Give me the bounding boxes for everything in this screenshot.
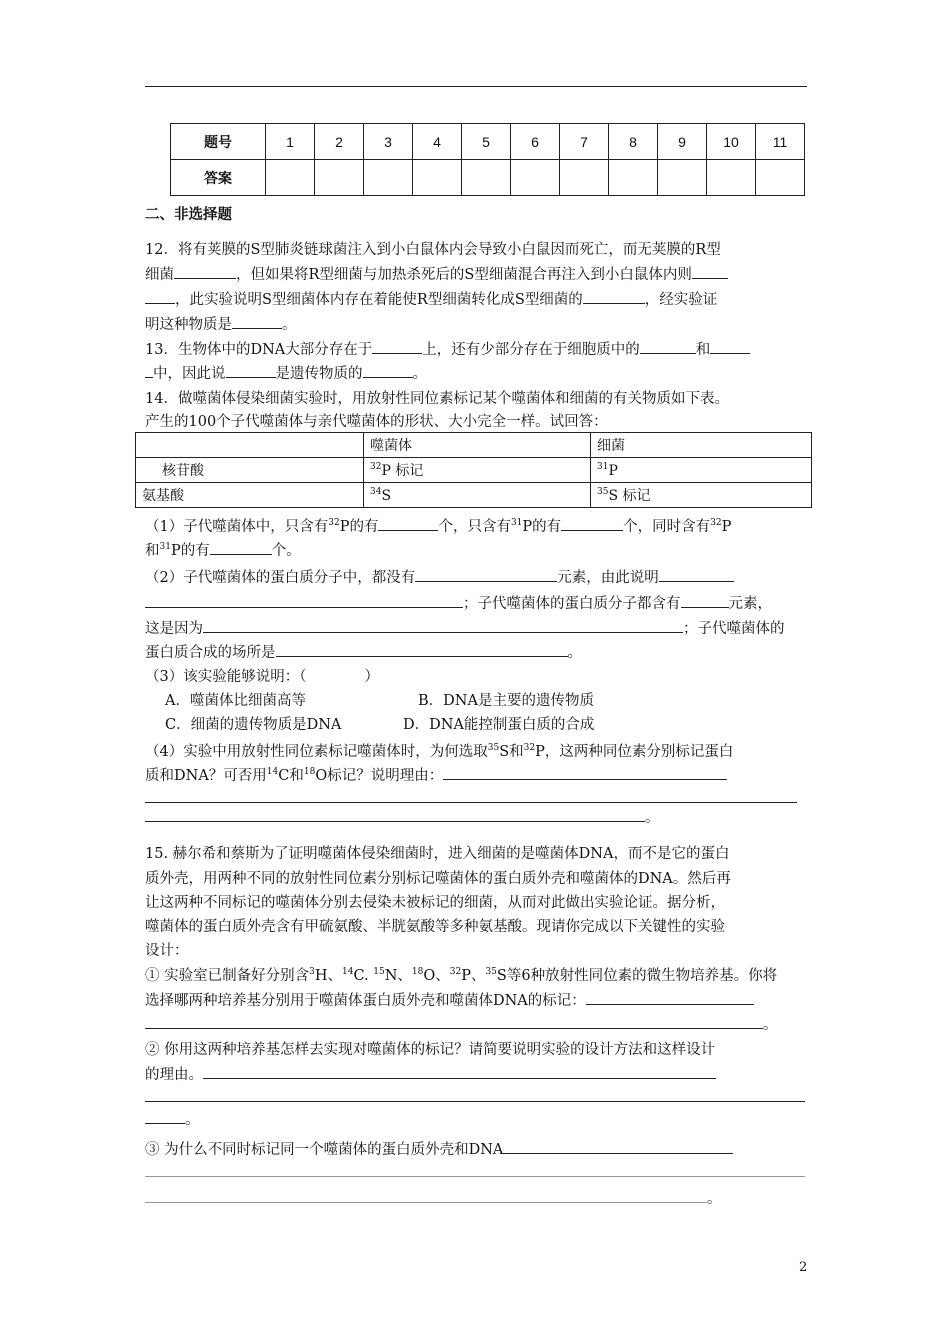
question-number: 10 [707, 124, 756, 160]
q12-text: ，但如果将R型细菌与加热杀死后的S型细菌混合再注入到小白鼠体内则 [236, 267, 692, 283]
answer-line[interactable] [145, 1176, 805, 1177]
q15-blank-4[interactable] [503, 1140, 733, 1154]
isotope-sup: 18 [303, 767, 316, 777]
q13-line-2 [145, 362, 427, 383]
answer-cell[interactable] [560, 160, 609, 196]
cell-text: S [381, 487, 392, 504]
answer-line[interactable] [145, 802, 797, 803]
q15-text: H、 [314, 968, 342, 984]
q15-s1-line-1 [145, 964, 777, 985]
q13-text: 是遗传物质的 [275, 366, 363, 382]
q14-blank-8[interactable] [276, 643, 568, 657]
q12-line-2 [145, 263, 728, 284]
answer-cell[interactable] [511, 160, 560, 196]
isotope-sup: 14 [342, 967, 354, 977]
q14-text: 元素，由此说明 [557, 570, 659, 586]
answer-cell[interactable] [462, 160, 511, 196]
row-nucleotide: 核苷酸 [136, 458, 364, 483]
q15-text: P、 [461, 968, 486, 984]
q15-text: N、 [384, 968, 412, 984]
q15-line-1: 15. 赫尔希和蔡斯为了证明噬菌体侵染细菌时，进入细菌的是噬菌体DNA，而不是它的蛋白 [145, 846, 730, 862]
q14-blank-5[interactable] [659, 568, 734, 582]
q14-text: P，这两种同位素分别标记蛋白 [535, 744, 734, 760]
q14-text: （1）子代噬菌体中，只含有 [145, 519, 329, 535]
q15-line-5: 设计： [145, 943, 189, 959]
q13-blank-5[interactable] [363, 364, 413, 378]
question-number: 4 [413, 124, 462, 160]
q15-text: C. [353, 968, 374, 984]
option-c[interactable]: C．细菌的遗传物质是DNA [165, 717, 342, 733]
q14-blank-2[interactable] [561, 517, 623, 531]
q14-p2-line-2 [145, 592, 772, 613]
q14-p2-line-1 [145, 566, 734, 587]
q13-blank-2[interactable] [640, 340, 696, 354]
q15-text: 的理由。 [145, 1067, 203, 1083]
q14-text: 蛋白质合成的场所是 [145, 645, 276, 661]
q12-blank-3[interactable] [583, 290, 645, 304]
answer-cell[interactable] [315, 160, 364, 196]
question-number: 7 [560, 124, 609, 160]
answer-cell[interactable] [266, 160, 315, 196]
question-number: 11 [756, 124, 805, 160]
q14-text: （2）子代噬菌体的蛋白质分子中，都没有 [145, 570, 416, 586]
q14-p1-line-1 [145, 515, 731, 536]
question-number-label: 题号 [171, 124, 266, 160]
answer-cell[interactable] [609, 160, 658, 196]
q12-text: 明这种物质是 [145, 317, 232, 333]
col-phage: 噬菌体 [364, 433, 591, 458]
q15-text: 。 [185, 1112, 200, 1128]
q14-blank-6[interactable] [681, 594, 729, 608]
q13-blank-4[interactable] [226, 364, 276, 378]
q15-text: 选择哪两种培养基分别用于噬菌体蛋白质外壳和噬菌体DNA的标记： [145, 993, 586, 1009]
q13-blank-1[interactable] [372, 340, 422, 354]
q13-text: 中，因此说 [153, 366, 226, 382]
q13-text: 上，还有少部分存在于细胞质中的 [422, 342, 640, 358]
isotope-sup: 31 [159, 542, 171, 552]
q15-blank-2[interactable] [203, 1065, 716, 1079]
q14-text: 这是因为 [145, 621, 203, 637]
isotope-sup: 3 [309, 967, 315, 977]
option-b[interactable]: B．DNA是主要的遗传物质 [418, 693, 594, 709]
q15-s2-line-1: ② 你用这两种培养基怎样去实现对噬菌体的标记？请简要说明实验的设计方法和这样设计 [145, 1042, 716, 1058]
q13-text: 13．生物体中的DNA大部分存在于 [145, 342, 373, 358]
q14-p3: （3）该实验能够说明：（ ） [145, 669, 379, 685]
question-number: 2 [315, 124, 364, 160]
section-title: 二、非选择题 [145, 207, 232, 223]
q12-blank-1[interactable] [174, 265, 236, 279]
q12-blank-2-cont[interactable] [145, 290, 175, 304]
q15-s3-line-1 [145, 1138, 733, 1159]
header-rule [145, 86, 807, 87]
q12-blank-2[interactable] [692, 265, 728, 279]
isotope-sup: 32 [328, 518, 340, 528]
q15-s2-line-4 [145, 1108, 200, 1129]
q14-text: 个。 [271, 543, 301, 559]
phage-table-row [136, 483, 812, 508]
q14-blank-10[interactable] [145, 808, 645, 822]
q14-p2-line-4 [145, 641, 582, 662]
q15-s1-line-3 [145, 1013, 778, 1034]
question-number: 9 [658, 124, 707, 160]
q15-text: 。 [707, 1191, 722, 1207]
question-number: 8 [609, 124, 658, 160]
q15-text: ① 实验室已制备好分别含 [145, 968, 310, 984]
q14-text: 和 [145, 543, 160, 559]
isotope-sup: 15 [373, 967, 385, 977]
cell-text: P [608, 462, 618, 479]
q15-text: O、 [423, 968, 450, 984]
cell-text: S 标记 [608, 488, 651, 504]
q14-text: P的有 [170, 543, 210, 559]
q14-p4-line-4 [145, 806, 660, 827]
isotope-sup: 32 [710, 518, 722, 528]
q15-blank-5[interactable] [145, 1189, 707, 1203]
option-a[interactable]: A．噬菌体比细菌高等 [165, 693, 306, 709]
q14-text: P [721, 519, 732, 535]
answer-table-answer-row [171, 160, 805, 196]
q14-line-1: 14．做噬菌体侵染细菌实验时，用放射性同位素标记某个噬菌体和细菌的有关物质如下表。 [145, 391, 729, 407]
answer-cell[interactable] [658, 160, 707, 196]
q12-line-1: 12．将有荚膜的S型肺炎链球菌注入到小白鼠体内会导致小白鼠因而死亡，而无荚膜的R型 [145, 242, 721, 258]
answer-label: 答案 [171, 160, 266, 196]
answer-cell[interactable] [756, 160, 805, 196]
answer-cell[interactable] [707, 160, 756, 196]
q14-p4-line-1 [145, 740, 733, 761]
question-number: 5 [462, 124, 511, 160]
q14-text: ；子代噬菌体的 [683, 621, 785, 637]
q14-p1-line-2 [145, 539, 301, 560]
q14-blank-5-cont[interactable] [145, 594, 463, 608]
option-d[interactable]: D．DNA能控制蛋白质的合成 [403, 717, 595, 733]
q14-text: ；子代噬菌体的蛋白质分子都含有 [463, 596, 681, 612]
answer-line[interactable] [145, 1101, 805, 1102]
cell-text: P 标记 [381, 463, 424, 479]
q14-text: C和 [278, 768, 304, 784]
isotope-sup: 18 [411, 967, 424, 977]
isotope-sup: 32 [449, 967, 462, 977]
q15-line-2: 质外壳，用两种不同的放射性同位素分别标记噬菌体的蛋白质外壳和噬菌体的DNA。然后再 [145, 871, 731, 887]
q14-text: 个，同时含有 [623, 519, 711, 535]
q15-line-3: 让这两种不同标记的噬菌体分别去侵染未被标记的细菌，从而对此做出实验论证。据分析， [145, 895, 725, 911]
q15-text: 。 [763, 1017, 778, 1033]
q14-blank-4[interactable] [415, 568, 557, 582]
col-bacteria: 细菌 [591, 433, 812, 458]
q14-line-2: 产生的100个子代噬菌体与亲代噬菌体的形状、大小完全一样。试回答： [145, 414, 608, 430]
answer-table [170, 123, 805, 196]
q14-text: S和 [499, 744, 524, 760]
isotope-sup: 14 [266, 767, 279, 777]
q15-line-4: 噬菌体的蛋白质外壳含有甲硫氨酸、半胱氨酸等多种氨基酸。现请你完成以下关键性的实验 [145, 919, 725, 935]
isotope-sup: 35 [597, 487, 609, 497]
q14-text: 个，只含有 [438, 519, 511, 535]
isotope-sup: 34 [370, 486, 382, 497]
q15-text: ③ 为什么不同时标记同一个噬菌体的蛋白质外壳和DNA [145, 1142, 504, 1158]
phage-table-row [136, 458, 812, 483]
phage-table [135, 432, 812, 508]
phage-table-header [136, 433, 812, 458]
q15-blank-3[interactable] [145, 1110, 185, 1124]
q12-text: ，此实验说明S型细菌体内存在着能使R型细菌转化成S型细菌的 [175, 292, 583, 308]
q14-text: P的有 [522, 519, 562, 535]
isotope-sup: 35 [487, 743, 500, 753]
q14-text: 。 [567, 645, 582, 661]
isotope-sup: 31 [510, 518, 523, 528]
q15-s1-line-2 [145, 989, 754, 1010]
isotope-sup: 32 [523, 743, 536, 753]
q13-text: 。 [412, 366, 427, 382]
q13-text: 和 [695, 342, 711, 358]
isotope-sup: 32 [370, 462, 382, 472]
q14-text: 元素， [728, 596, 772, 612]
isotope-sup: 35 [485, 967, 497, 977]
q14-blank-9[interactable] [443, 766, 727, 780]
row-amino-acid: 氨基酸 [136, 483, 364, 508]
q15-blank-1-cont[interactable] [145, 1015, 763, 1029]
q12-text: 。 [282, 317, 297, 333]
q14-blank-3[interactable] [210, 541, 272, 555]
q12-line-4 [145, 313, 297, 334]
q14-text: （4）实验中用放射性同位素标记噬菌体时，为何选取 [145, 744, 488, 760]
q13-blank-3-cont[interactable] [145, 364, 153, 378]
q15-blank-1[interactable] [586, 991, 754, 1005]
q13-blank-3[interactable] [710, 340, 750, 354]
answer-cell[interactable] [413, 160, 462, 196]
q15-s2-line-2 [145, 1063, 716, 1084]
answer-table-header-row [171, 124, 805, 160]
q13-line-1 [145, 338, 750, 359]
q12-line-3 [145, 288, 717, 309]
question-number: 3 [364, 124, 413, 160]
q15-text: S等6种放射性同位素的微生物培养基。你将 [496, 968, 778, 984]
q14-blank-1[interactable] [378, 517, 438, 531]
q12-text: ，经实验证 [644, 292, 718, 308]
q14-text: P的有 [339, 519, 379, 535]
q14-blank-7[interactable] [203, 619, 683, 633]
isotope-sup: 31 [597, 461, 609, 472]
question-number: 6 [511, 124, 560, 160]
q14-text: 。 [645, 810, 660, 826]
q14-text: 质和DNA？可否用 [145, 768, 267, 784]
question-number: 1 [266, 124, 315, 160]
q12-text: 细菌 [145, 267, 174, 283]
answer-cell[interactable] [364, 160, 413, 196]
q14-text: O标记？说明理由： [315, 768, 444, 784]
q14-p4-line-2 [145, 764, 727, 785]
q12-blank-4[interactable] [232, 315, 282, 329]
page-number: 2 [799, 1260, 808, 1275]
q14-p2-line-3 [145, 617, 785, 638]
q15-s3-line-3 [145, 1187, 722, 1208]
